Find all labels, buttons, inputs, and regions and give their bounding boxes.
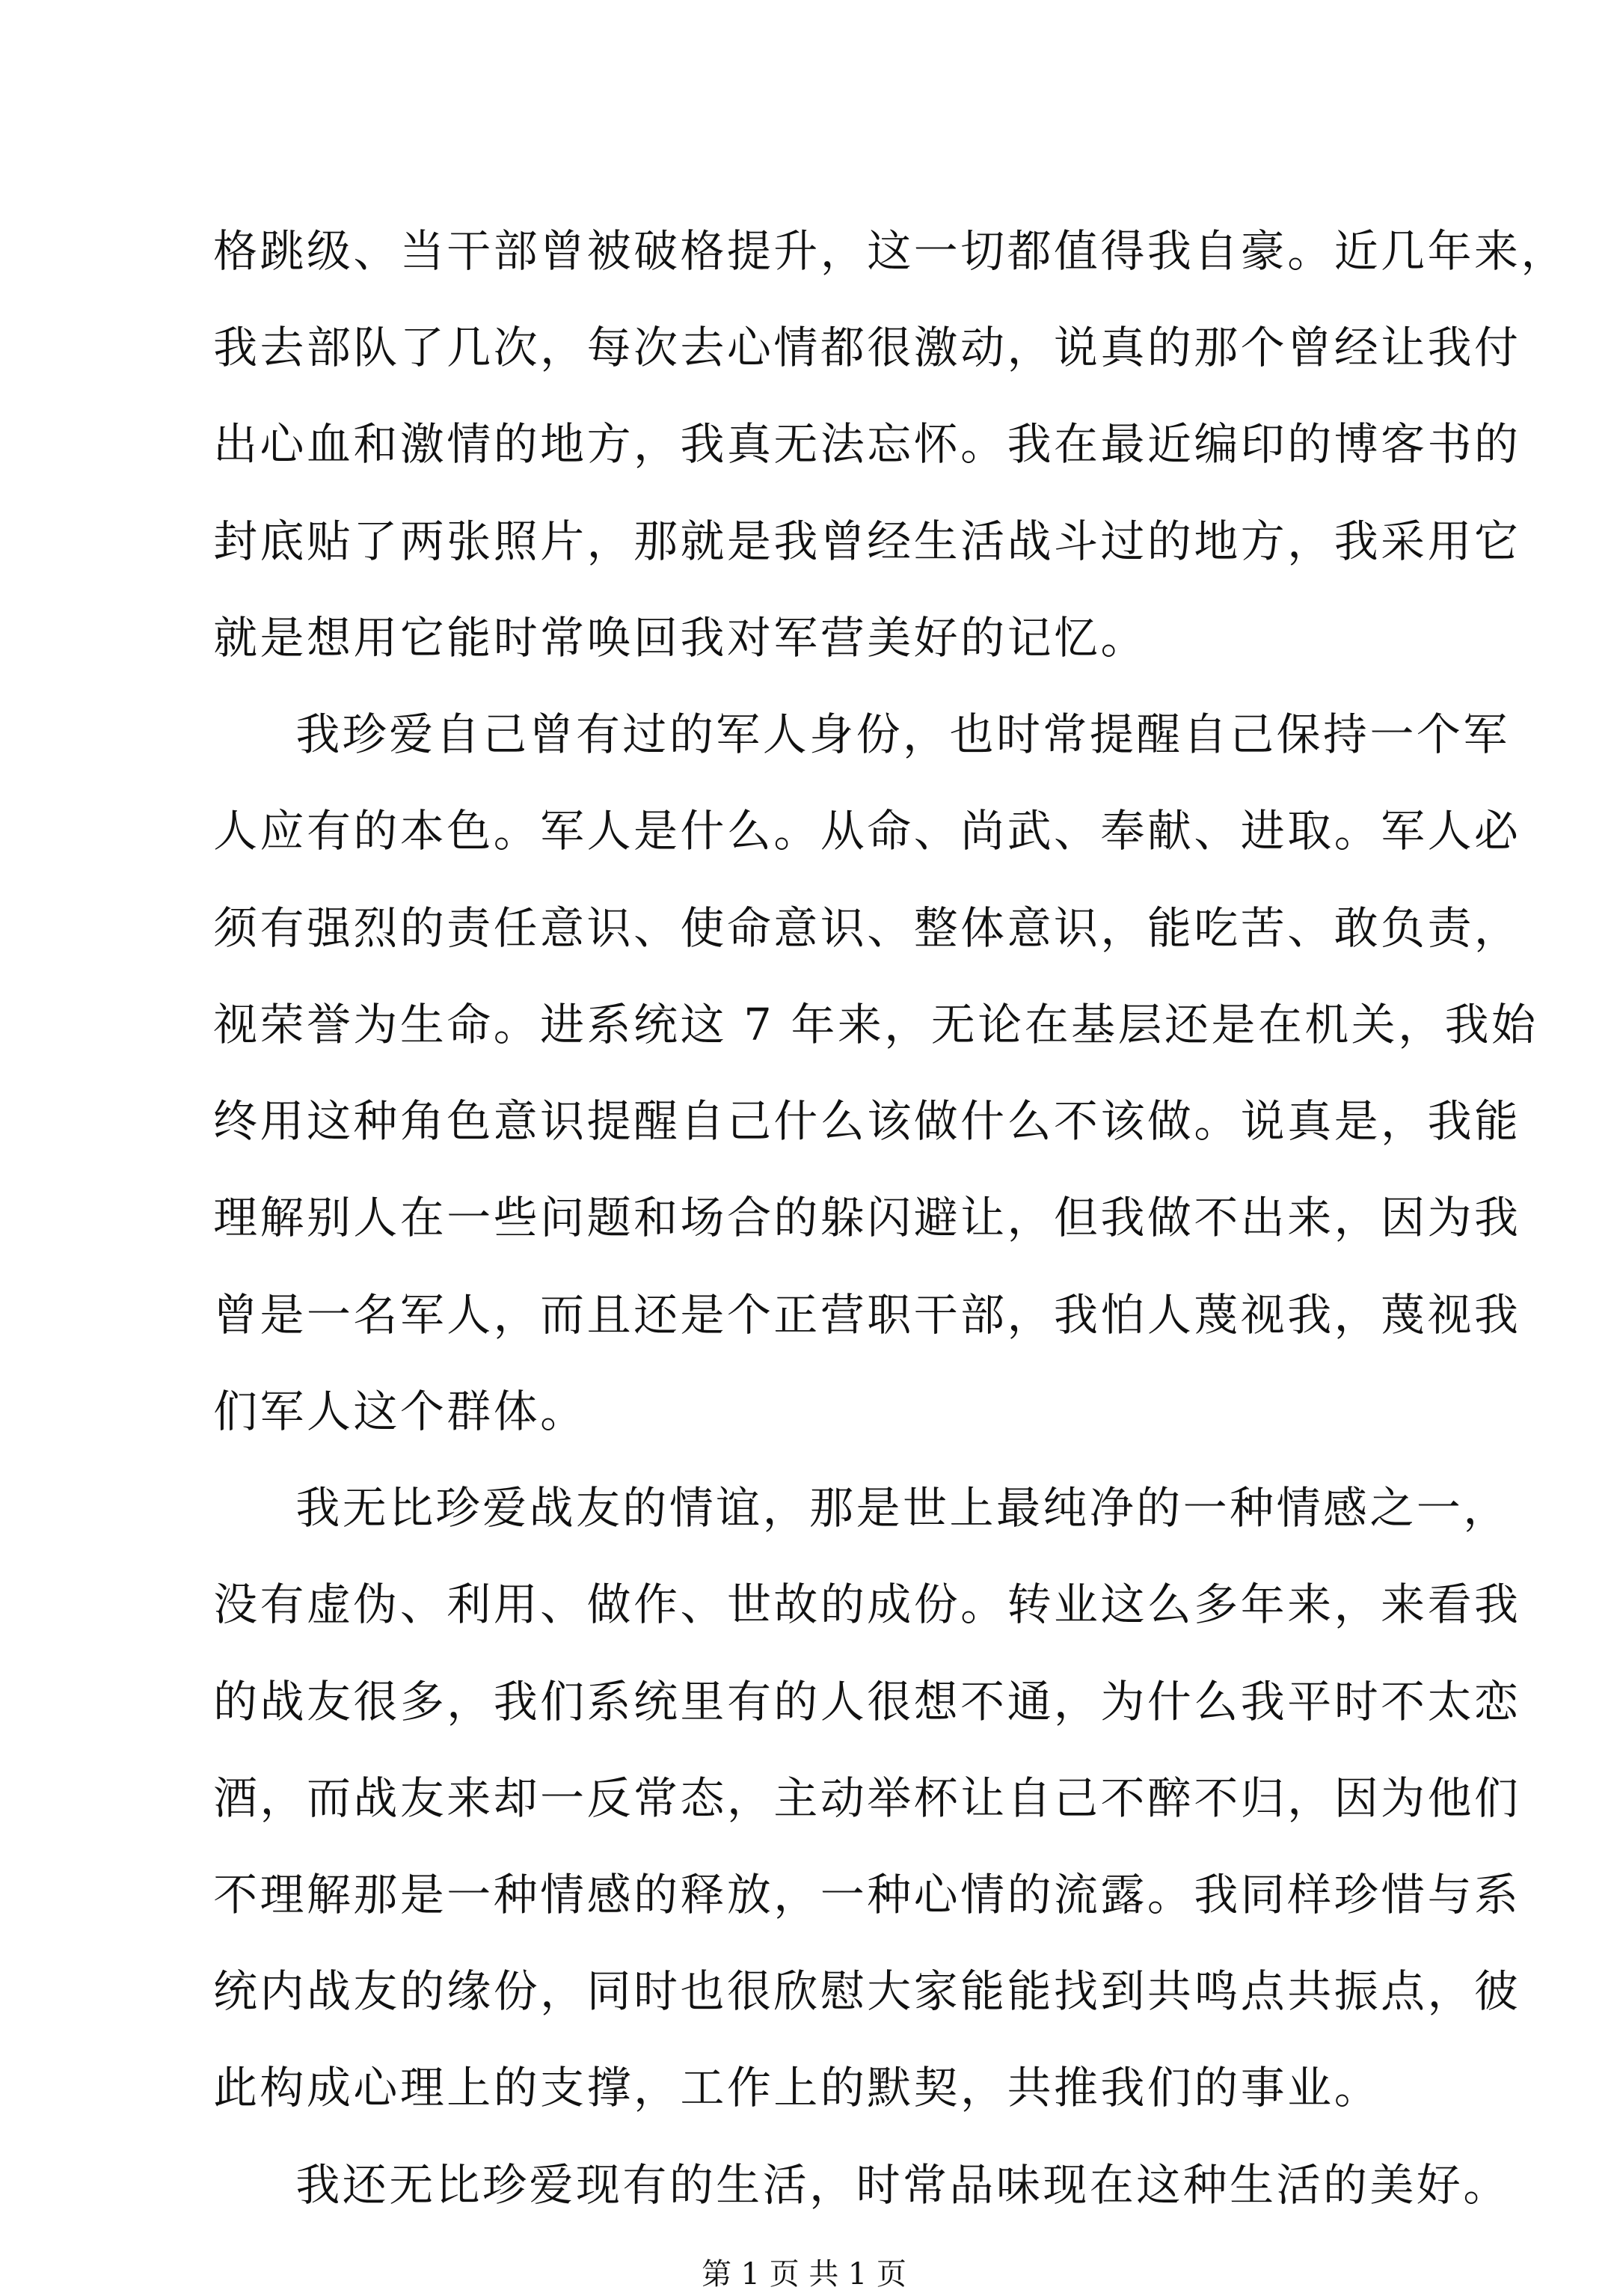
text-line: 封底贴了两张照片，那就是我曾经生活战斗过的地方，我采用它	[213, 515, 1521, 567]
text-line: 们军人这个群体。	[213, 1385, 587, 1437]
page-footer: 第 1 页 共 1 页	[702, 2256, 906, 2292]
paragraph-first-line: 我无比珍爱战友的情谊，那是世上最纯净的一种情感之一，	[295, 1482, 1510, 1534]
text-line: 的战友很多，我们系统里有的人很想不通，为什么我平时不太恋	[213, 1675, 1521, 1727]
text-line: 人应有的本色。军人是什么。从命、尚武、奉献、进取。军人必	[213, 805, 1521, 857]
text-line: 理解别人在一些问题和场合的躲闪避让，但我做不出来，因为我	[213, 1192, 1521, 1244]
text-line: 格跳级、当干部曾被破格提升，这一切都值得我自豪。近几年来，	[213, 224, 1568, 277]
paragraph-first-line: 我珍爱自己曾有过的军人身份，也时常提醒自己保持一个军	[295, 708, 1510, 761]
text-line: 没有虚伪、利用、做作、世故的成份。转业这么多年来，来看我	[213, 1579, 1521, 1631]
text-line: 就是想用它能时常唤回我对军营美好的记忆。	[213, 611, 1147, 664]
text-line: 酒，而战友来却一反常态，主动举杯让自己不醉不归，因为他们	[213, 1772, 1521, 1824]
text-line: 终用这种角色意识提醒自己什么该做什么不该做。说真是，我能	[213, 1095, 1521, 1148]
text-line: 须有强烈的责任意识、使命意识、整体意识，能吃苦、敢负责，	[213, 901, 1521, 954]
text-line: 统内战友的缘份，同时也很欣慰大家能能找到共鸣点共振点，彼	[213, 1965, 1521, 2018]
text-line: 视荣誉为生命。进系统这 7 年来，无论在基层还是在机关，我始	[213, 998, 1538, 1050]
text-line: 此构成心理上的支撑，工作上的默契，共推我们的事业。	[213, 2062, 1381, 2114]
paragraph-first-line: 我还无比珍爱现有的生活，时常品味现在这种生活的美好。	[295, 2158, 1510, 2211]
text-line: 曾是一名军人，而且还是个正营职干部，我怕人蔑视我，蔑视我	[213, 1288, 1521, 1341]
text-line: 出心血和激情的地方，我真无法忘怀。我在最近编印的博客书的	[213, 418, 1521, 471]
text-line: 我去部队了几次，每次去心情都很激动，说真的那个曾经让我付	[213, 322, 1521, 374]
text-line: 不理解那是一种情感的释放，一种心情的流露。我同样珍惜与系	[213, 1869, 1521, 1920]
